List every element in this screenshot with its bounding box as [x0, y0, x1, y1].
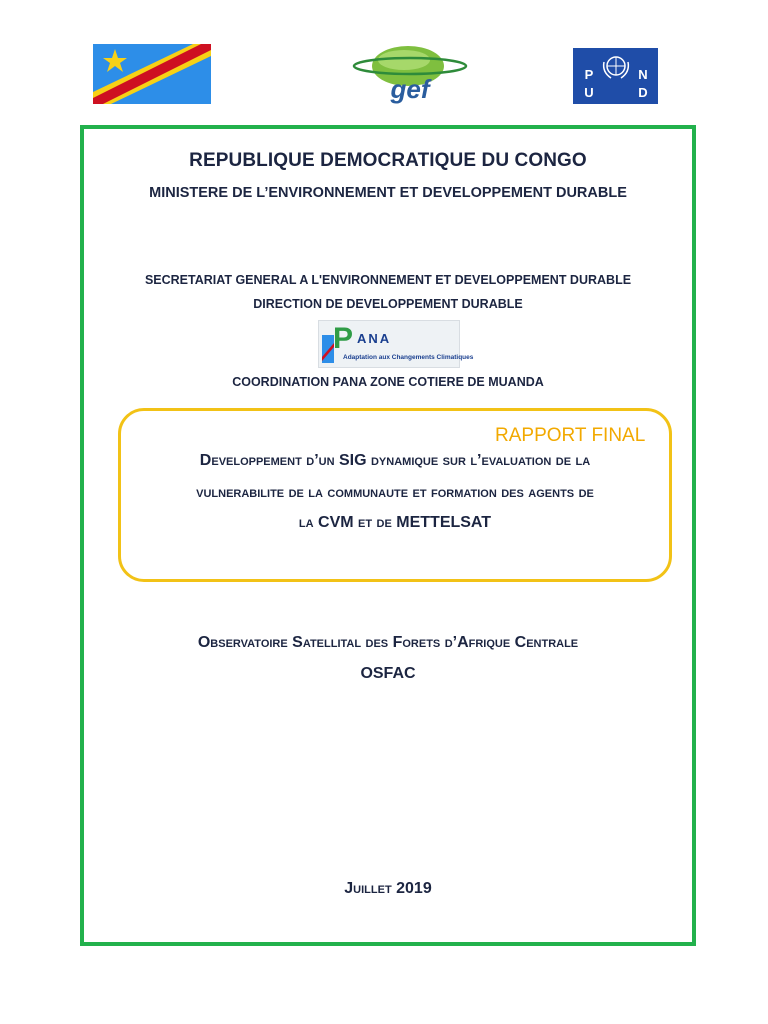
- report-title-part: METTELSAT: [396, 514, 492, 531]
- pnud-letter-n: N: [638, 67, 648, 82]
- coordination-title: COORDINATION PANA ZONE COTIERE DE MUANDA: [232, 375, 544, 389]
- report-title-part: et de: [353, 514, 397, 531]
- ministry-title: MINISTERE DE L’ENVIRONNEMENT ET DEVELOPPEMENT DURABLE: [149, 185, 627, 201]
- report-title-part: dynamique sur l’evaluation de la: [366, 452, 591, 469]
- report-title-part: CVM: [318, 514, 354, 531]
- pnud-letter-p: P: [584, 67, 594, 82]
- pana-logo-initial: P: [333, 322, 354, 355]
- report-title-part: SIG: [338, 452, 367, 469]
- report-date: Juillet 2019: [344, 880, 432, 897]
- pana-logo-letters: ANA: [357, 331, 392, 346]
- pana-logo-tagline: Adaptation aux Changements Climatiques: [343, 354, 474, 361]
- secretariat-title: SECRETARIAT GENERAL A L'ENVIRONNEMENT ET DEVELOPPEMENT DURABLE: [144, 273, 632, 287]
- report-title-part: Developpement d’un: [199, 452, 339, 469]
- pnud-letter-d: D: [638, 85, 648, 100]
- direction-title: DIRECTION DE DEVELOPPEMENT DURABLE: [253, 297, 523, 311]
- report-title-line-3: [118, 514, 672, 532]
- pana-logo: [318, 320, 474, 368]
- gef-logo: [352, 44, 468, 104]
- report-label: RAPPORT FINAL: [495, 425, 646, 446]
- pnud-logo: [573, 48, 658, 104]
- pnud-letter-u: U: [584, 85, 594, 100]
- report-title-part: la: [298, 514, 319, 531]
- un-emblem-icon: [601, 54, 631, 80]
- drc-flag-logo: [93, 44, 211, 104]
- organization-name: Observatoire Satellital des Forets d’Afrique Centrale: [197, 634, 579, 651]
- country-title: REPUBLIQUE DEMOCRATIQUE DU CONGO: [189, 150, 587, 171]
- report-title-line-1: [118, 452, 672, 470]
- organization-acronym: OSFAC: [360, 665, 416, 682]
- svg-text:gef: gef: [390, 74, 430, 104]
- report-title-line-2: vulnerabilite de la communaute et formation des agents de: [196, 484, 594, 501]
